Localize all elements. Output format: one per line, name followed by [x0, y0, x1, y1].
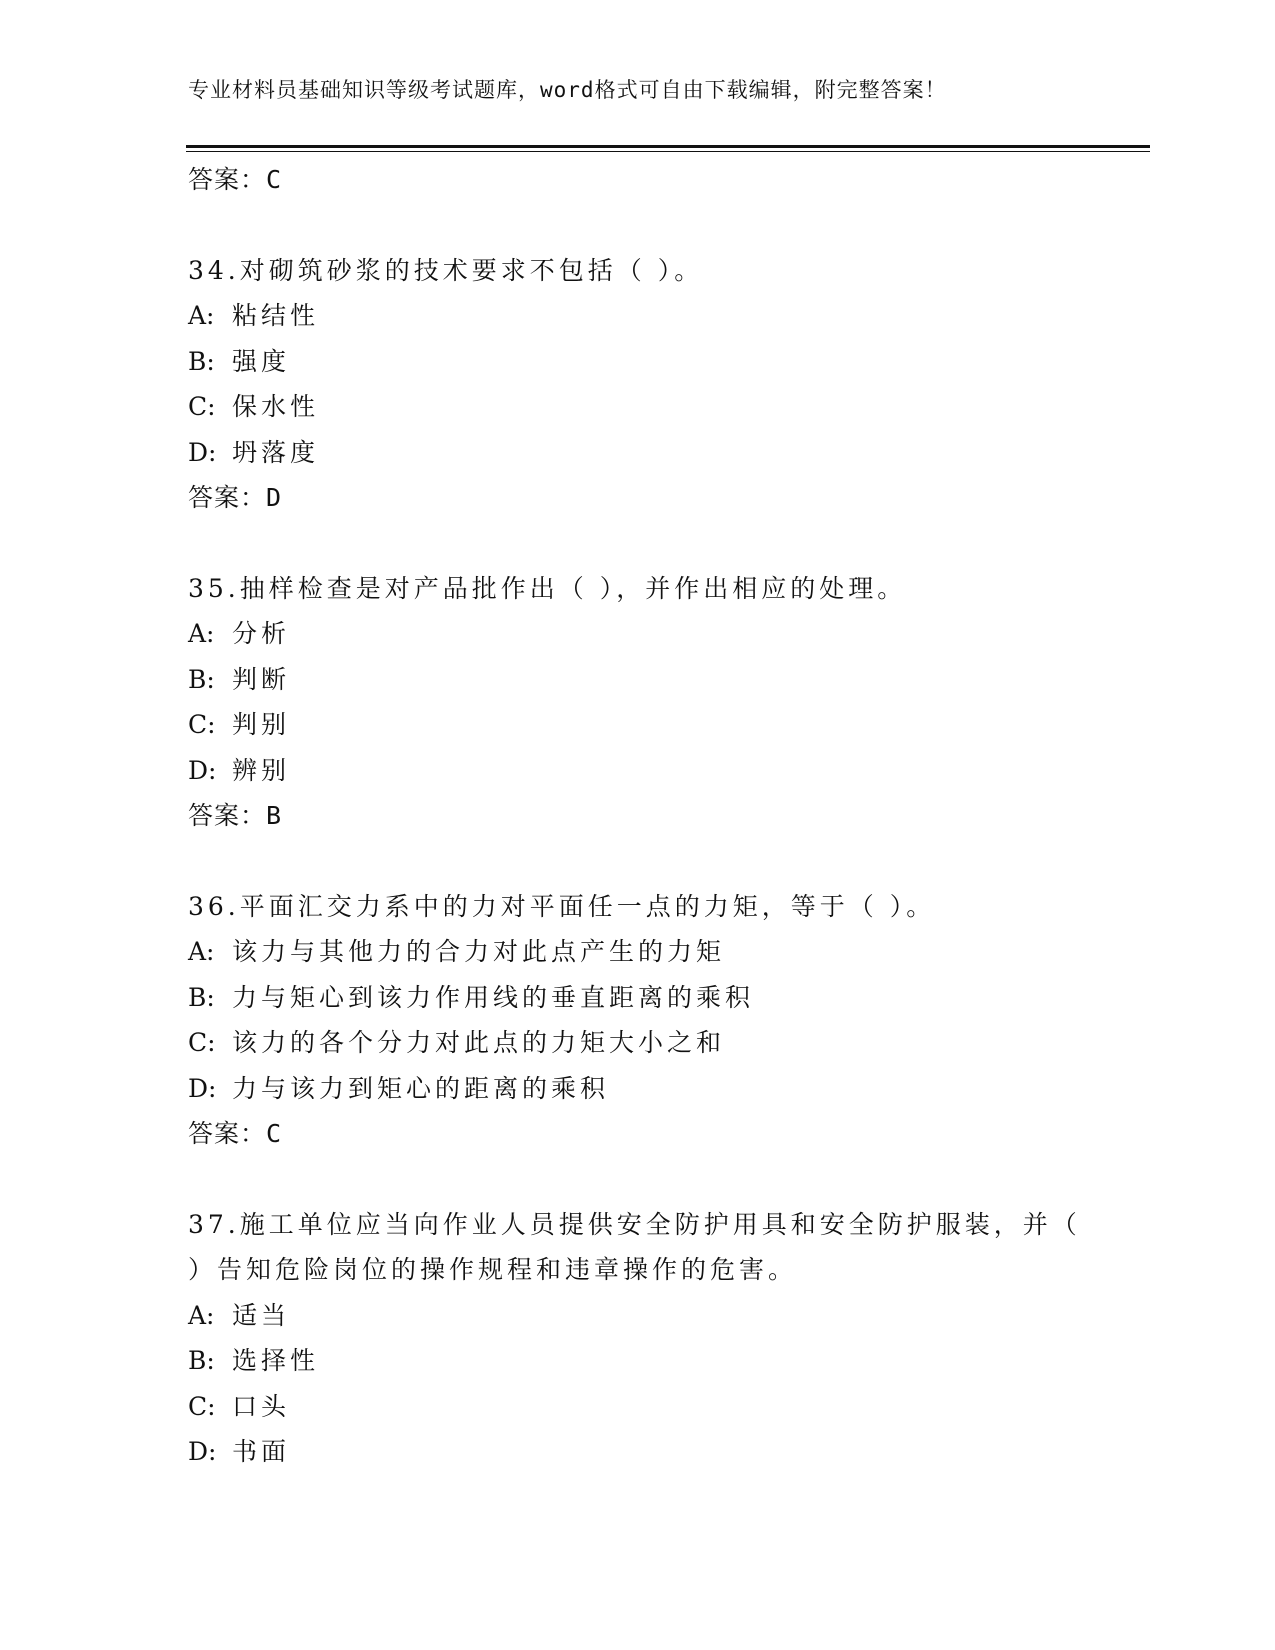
option-text: 粘结性 — [232, 301, 320, 330]
option-text: 口头 — [232, 1391, 291, 1421]
option-letter: D: — [188, 1073, 217, 1103]
option-letter: C: — [188, 1028, 216, 1057]
option-b — [188, 339, 1148, 385]
option-c — [188, 702, 1148, 748]
option-letter: C: — [188, 1391, 216, 1421]
option-text: 力与矩心到该力作用线的垂直距离的乘积 — [232, 982, 755, 1012]
answer-label: 答案： — [188, 801, 267, 830]
option-letter: C: — [188, 392, 216, 421]
option-a — [188, 611, 1148, 657]
option-text: 该力的各个分力对此点的力矩大小之和 — [232, 1028, 726, 1057]
option-text: 保水性 — [232, 392, 320, 421]
answer-value: D — [266, 483, 283, 512]
document-body — [188, 157, 1148, 1475]
option-c — [188, 1020, 1148, 1066]
option-text: 辨别 — [232, 755, 291, 785]
question-block — [188, 248, 1148, 521]
option-text: 判断 — [232, 664, 291, 694]
answer-value: B — [266, 801, 283, 830]
option-letter: A: — [188, 301, 215, 330]
option-b — [188, 1338, 1148, 1384]
answer-value: C — [266, 165, 283, 194]
answer-line — [188, 793, 1148, 839]
question-block — [188, 566, 1148, 839]
option-d — [188, 1066, 1148, 1112]
question-block — [188, 884, 1148, 1157]
option-b — [188, 975, 1148, 1021]
option-text: 坍落度 — [232, 437, 320, 467]
option-d — [188, 430, 1148, 476]
answer-line — [188, 475, 1148, 521]
question-text-line-1: 37.施工单位应当向作业人员提供安全防护用具和安全防护服装，并（ — [188, 1209, 1081, 1239]
option-letter: B: — [188, 664, 215, 694]
spacer — [188, 839, 1148, 884]
option-b — [188, 657, 1148, 703]
option-text: 判别 — [232, 710, 291, 739]
option-a — [188, 1293, 1148, 1339]
option-c — [188, 384, 1148, 430]
option-letter: B: — [188, 346, 215, 376]
answer-value: C — [266, 1119, 283, 1148]
option-text: 强度 — [232, 346, 291, 376]
option-text: 该力与其他力的合力对此点产生的力矩 — [232, 937, 726, 966]
answer-label: 答案： — [188, 165, 267, 194]
option-letter: D: — [188, 437, 217, 467]
option-a — [188, 929, 1148, 975]
question-block — [188, 1202, 1148, 1475]
answer-label: 答案： — [188, 483, 267, 512]
question-text: 34.对砌筑砂浆的技术要求不包括（ ）。 — [188, 255, 704, 285]
option-letter: D: — [188, 755, 217, 785]
option-letter: C: — [188, 710, 216, 739]
spacer — [188, 521, 1148, 566]
page-header: 专业材料员基础知识等级考试题库，word格式可自由下载编辑，附完整答案！ — [188, 78, 947, 102]
option-a — [188, 293, 1148, 339]
question-text: 35.抽样检查是对产品批作出（ ），并作出相应的处理。 — [188, 573, 907, 603]
question-text: 36.平面汇交力系中的力对平面任一点的力矩，等于（ ）。 — [188, 891, 936, 921]
answer-line — [188, 1111, 1148, 1157]
answer-line — [188, 157, 1148, 203]
option-d — [188, 1429, 1148, 1475]
option-letter: B: — [188, 1346, 215, 1375]
option-d — [188, 748, 1148, 794]
option-c — [188, 1384, 1148, 1430]
option-letter: A: — [188, 1300, 215, 1330]
option-text: 力与该力到矩心的距离的乘积 — [232, 1073, 610, 1103]
option-text: 书面 — [232, 1437, 291, 1466]
option-text: 适当 — [232, 1300, 291, 1330]
option-text: 选择性 — [232, 1346, 320, 1375]
option-letter: A: — [188, 619, 215, 648]
answer-label: 答案： — [188, 1119, 267, 1148]
option-letter: D: — [188, 1437, 217, 1466]
option-letter: A: — [188, 937, 215, 966]
header-rule — [186, 145, 1150, 148]
option-letter: B: — [188, 982, 215, 1012]
question-text-line-2: ）告知危险岗位的操作规程和违章操作的危害。 — [188, 1255, 798, 1284]
spacer — [188, 203, 1148, 248]
option-text: 分析 — [232, 619, 291, 648]
spacer — [188, 1157, 1148, 1202]
